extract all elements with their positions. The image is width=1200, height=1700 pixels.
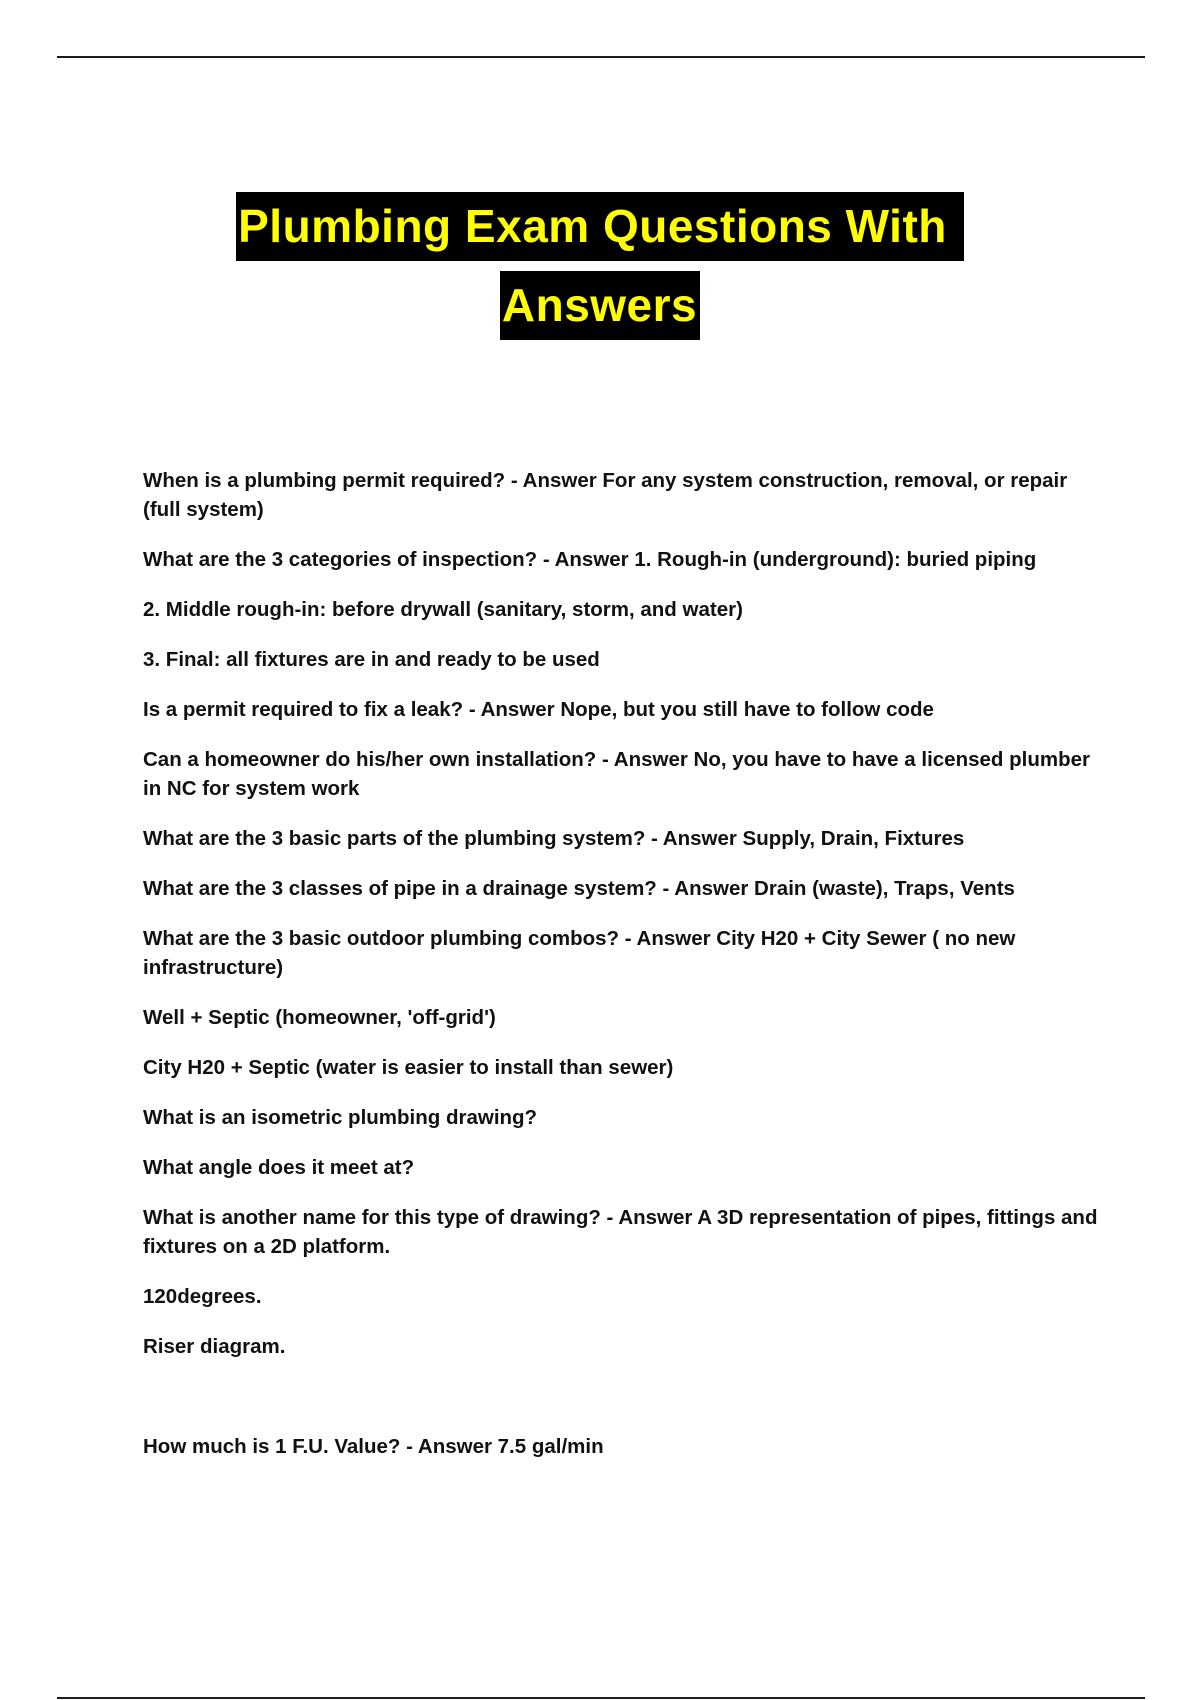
qa-paragraph: How much is 1 F.U. Value? - Answer 7.5 gal/min [143, 1435, 604, 1458]
qa-paragraph: 120degrees. [143, 1285, 262, 1308]
title-line-1: Plumbing Exam Questions With [236, 192, 964, 261]
qa-paragraph: Is a permit required to fix a leak? - Answer Nope, but you still have to follow code [143, 698, 934, 721]
title-line-2: Answers [500, 271, 700, 340]
qa-paragraph: When is a plumbing permit required? - Answer For any system construction, removal, or repair (full system) [143, 469, 1068, 521]
qa-list [143, 466, 1103, 1482]
qa-paragraph: Riser diagram. [143, 1335, 286, 1358]
qa-paragraph: What is an isometric plumbing drawing? [143, 1106, 538, 1129]
qa-paragraph: 2. Middle rough-in: before drywall (sanitary, storm, and water) [143, 598, 743, 621]
qa-paragraph: City H20 + Septic (water is easier to install than sewer) [143, 1056, 674, 1079]
qa-paragraph: What are the 3 categories of inspection? - Answer 1. Rough-in (underground): buried piping [143, 548, 1037, 571]
qa-paragraph: 3. Final: all fixtures are in and ready to be used [143, 648, 600, 671]
qa-paragraph: What are the 3 basic outdoor plumbing combos? - Answer City H20 + City Sewer ( no new infrastructure) [143, 927, 1016, 979]
qa-paragraph: What are the 3 classes of pipe in a drainage system? - Answer Drain (waste), Traps, Vents [143, 877, 1015, 900]
qa-paragraph: What are the 3 basic parts of the plumbing system? - Answer Supply, Drain, Fixtures [143, 827, 965, 850]
qa-paragraph: Can a homeowner do his/her own installation? - Answer No, you have to have a licensed plumber in NC for system work [143, 748, 1090, 800]
footer-rule [57, 1697, 1145, 1699]
qa-paragraph: Well + Septic (homeowner, 'off-grid') [143, 1006, 496, 1029]
document-title [0, 192, 1200, 340]
qa-paragraph: What angle does it meet at? [143, 1156, 415, 1179]
header-rule [57, 56, 1145, 58]
qa-paragraph: What is another name for this type of drawing? - Answer A 3D representation of pipes, fittings and fixtures on a 2D platform. [143, 1206, 1098, 1258]
